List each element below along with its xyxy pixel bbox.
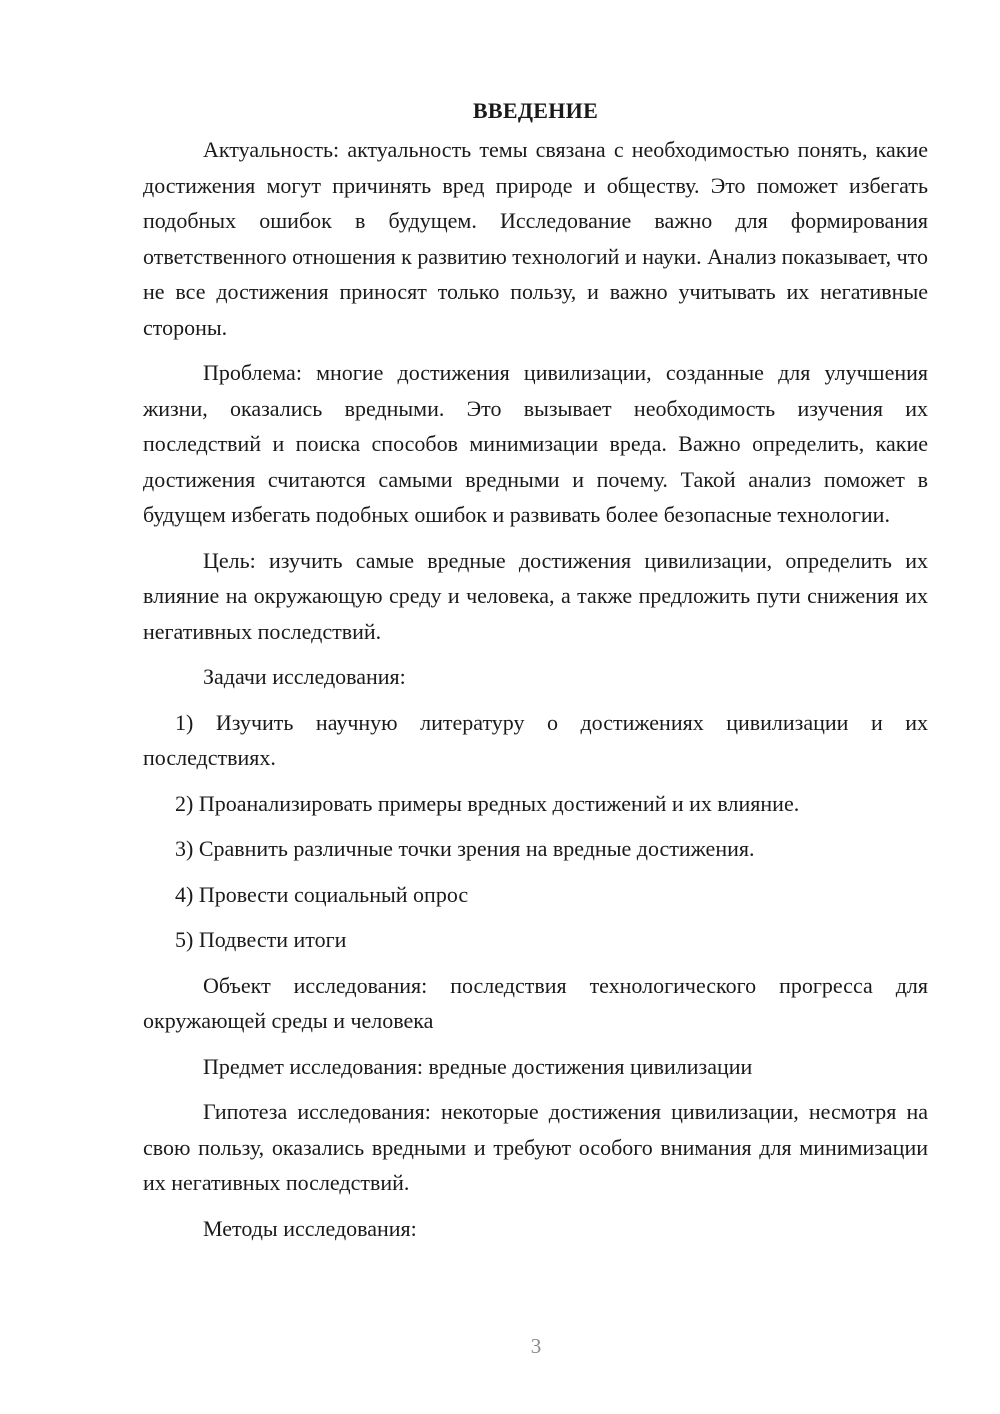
problem-paragraph: Проблема: многие достижения цивилизации, созданные для улучшения жизни, оказались вредными. Это вызывает необходимость изучения их последствий и поиска способов минимизации вреда. Важно определить, какие достижения считаются самыми вредными и почему. Такой анализ поможет в будущем избегать подобных ошибок и развивать более безопасные технологии. — [143, 360, 928, 527]
page-title: ВВЕДЕНИЕ — [472, 98, 599, 123]
task-item-1: 1) Изучить научную литературу о достижениях цивилизации и их последствиях. — [143, 709, 928, 770]
subject-paragraph: Предмет исследования: вредные достижения цивилизации — [203, 1053, 753, 1079]
goal-paragraph: Цель: изучить самые вредные достижения цивилизации, определить их влияние на окружающую среду и человека, а также предложить пути снижения их негативных последствий. — [143, 547, 928, 644]
task-item-5: 5) Подвести итоги — [175, 927, 347, 952]
hypothesis-paragraph: Гипотеза исследования: некоторые достижения цивилизации, несмотря на свою пользу, оказались вредными и требуют особого внимания для минимизации их негативных последствий. — [143, 1099, 928, 1195]
page-number: 3 — [530, 1334, 542, 1358]
task-item-4: 4) Провести социальный опрос — [175, 881, 469, 907]
document-page — [143, 96, 928, 1256]
tasks-title: Задачи исследования: — [203, 664, 406, 689]
methods-title: Методы исследования: — [203, 1215, 417, 1241]
object-paragraph: Объект исследования: последствия технологического прогресса для окружающей среды и человека — [143, 972, 928, 1033]
task-item-2: 2) Проанализировать примеры вредных достижений и их влияние. — [175, 790, 800, 816]
relevance-paragraph: Актуальность: актуальность темы связана с необходимостью понять, какие достижения могут причинять вред природе и обществу. Это поможет избегать подобных ошибок в будущем. Исследование важно для формирования ответственного отношения к развитию технологий и науки. Анализ показывает, что не все достижения приносят только пользу, и важно учитывать их негативные стороны. — [143, 137, 928, 340]
task-item-3: 3) Сравнить различные точки зрения на вредные достижения. — [175, 836, 755, 861]
